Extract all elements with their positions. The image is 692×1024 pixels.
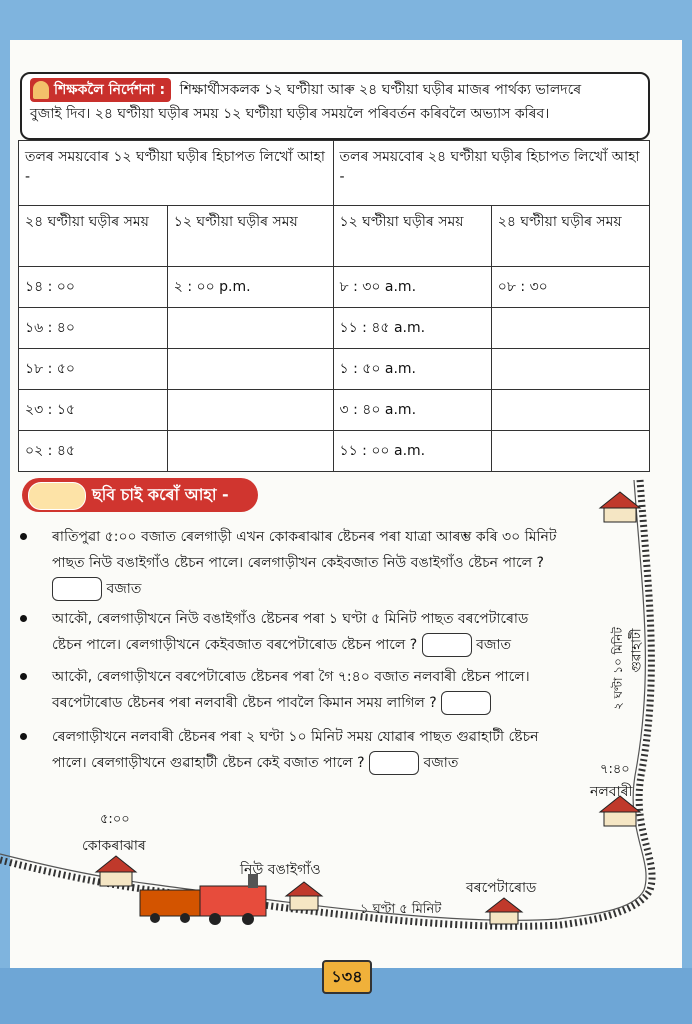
table-cell: ১৪ : ০০ bbox=[19, 267, 168, 308]
answer-cell[interactable] bbox=[491, 390, 649, 431]
table-row bbox=[19, 431, 650, 472]
table-cell: ১১ : ৪৫ a.m. bbox=[333, 308, 491, 349]
nalbari-time: ৭:৪০ bbox=[600, 762, 630, 777]
table-cell: ৮ : ৩০ a.m. bbox=[333, 267, 491, 308]
table-cell[interactable]: ০৮ : ৩০ bbox=[491, 267, 649, 308]
instruction-line-1: শিক্ষাৰ্থীসকলক ১২ ঘণ্টীয়া আৰু ২৪ ঘণ্টীয়া ঘড়ীৰ মাজৰ পাৰ্থক্য ভালদৰে bbox=[179, 82, 582, 98]
teacher-instruction-tag: শিক্ষকলৈ নিৰ্দেশনা : bbox=[30, 78, 171, 102]
station-kokrajhar-icon bbox=[96, 856, 136, 886]
teacher-instruction-box bbox=[20, 72, 650, 140]
table-cell: ০২ : ৪৫ bbox=[19, 431, 168, 472]
right-table-heading: তলৰ সময়বোৰ ২৪ ঘণ্টীয়া ঘড়ীৰ হিচাপত লিখোঁ আহা - bbox=[333, 141, 649, 206]
table-cell: ১ : ৫০ a.m. bbox=[333, 349, 491, 390]
column-header: ১২ ঘণ্টীয়া ঘড়ীৰ সময় bbox=[167, 206, 333, 267]
column-header: ২৪ ঘণ্টীয়া ঘড়ীৰ সময় bbox=[19, 206, 168, 267]
station-new-bongaigaon-icon bbox=[286, 882, 322, 910]
station-barpeta-road-icon bbox=[486, 898, 522, 924]
table-row bbox=[19, 308, 650, 349]
table-cell: ১৬ : ৪০ bbox=[19, 308, 168, 349]
answer-cell[interactable] bbox=[167, 349, 333, 390]
left-table-heading: তলৰ সময়বোৰ ১২ ঘণ্টীয়া ঘড়ীৰ হিচাপত লিখোঁ আহা - bbox=[19, 141, 334, 206]
answer-cell[interactable] bbox=[167, 390, 333, 431]
guwahati-label: গুৱাহাটী bbox=[629, 628, 645, 673]
duration-1-label: ১ ঘণ্টা ৫ মিনিট bbox=[360, 902, 442, 917]
table-row bbox=[19, 349, 650, 390]
column-header: ১২ ঘণ্টীয়া ঘড়ীৰ সময় bbox=[333, 206, 491, 267]
question-1: ৰাতিপুৱা ৫:০০ বজাত ৰেলগাড়ী এখন কোকৰাঝাৰ ষ্টেচনৰ পৰা যাত্ৰা আৰম্ভ কৰি ৩০ মিনিট পাছত নিউ বঙাইগাঁও ষ্টেচন পালে। ৰেলগাড়ীখন কেইবজাত নিউ বঙাইগাঁও ষ্টেচন পালে ? বজাত bbox=[20, 524, 620, 602]
time-conversion-table bbox=[18, 140, 650, 472]
new-bongaigaon-label: নিউ বঙাইগাঁও bbox=[240, 862, 321, 878]
question-3: আকৌ, ৰেলগাড়ীখনে বৰপেটাৰোড ষ্টেচনৰ পৰা গৈ ৭:৪০ বজাত নলবাৰী ষ্টেচন পালে। বৰপেটাৰোড ষ্টেচনৰ পৰা নলবাৰী ষ্টেচন পাবলৈ কিমান সময় লাগিল ? bbox=[20, 664, 620, 716]
answer-box[interactable] bbox=[52, 577, 102, 601]
station-guwahati-icon bbox=[600, 492, 640, 522]
table-row bbox=[19, 390, 650, 431]
barpeta-road-label: বৰপেটাৰোড bbox=[466, 880, 537, 896]
bullet-icon bbox=[20, 733, 27, 740]
table-cell: ১১ : ০০ a.m. bbox=[333, 431, 491, 472]
column-header: ২৪ ঘণ্টীয়া ঘড়ীৰ সময় bbox=[491, 206, 649, 267]
answer-cell[interactable] bbox=[491, 349, 649, 390]
table-cell: ৩ : ৪০ a.m. bbox=[333, 390, 491, 431]
bullet-icon bbox=[20, 615, 27, 622]
answer-box[interactable] bbox=[441, 691, 491, 715]
bullet-icon bbox=[20, 533, 27, 540]
answer-cell[interactable] bbox=[491, 431, 649, 472]
answer-box[interactable] bbox=[422, 633, 472, 657]
table-row bbox=[19, 267, 650, 308]
kokrajhar-time: ৫:০০ bbox=[100, 812, 130, 827]
teacher-icon bbox=[33, 81, 49, 99]
answer-cell[interactable] bbox=[167, 308, 333, 349]
answer-cell[interactable] bbox=[167, 431, 333, 472]
question-2: আকৌ, ৰেলগাড়ীখনে নিউ বঙাইগাঁও ষ্টেচনৰ পৰা ১ ঘণ্টা ৫ মিনিট পাছত বৰপেটাৰোড ষ্টেচন পালে। ৰেলগাড়ীখনে কেইবজাত বৰপেটাৰোড ষ্টেচন পালে ? বজাত bbox=[20, 606, 620, 658]
instruction-line-2: বুজাই দিব। ২৪ ঘণ্টীয়া ঘড়ীৰ সময় ১২ ঘণ্টীয়া ঘড়ীৰ সময়লৈ পৰিবৰ্তন কৰিবলৈ অভ্যাস কৰিব। bbox=[30, 106, 550, 122]
table-cell[interactable]: ২ : ০০ p.m. bbox=[167, 267, 333, 308]
table-cell: ১৮ : ৫০ bbox=[19, 349, 168, 390]
page-number: ১৩৪ bbox=[322, 960, 372, 994]
nalbari-label: নলবাৰী bbox=[590, 784, 633, 800]
kokrajhar-label: কোকৰাঝাৰ bbox=[82, 838, 146, 854]
question-4: ৰেলগাড়ীখনে নলবাৰী ষ্টেচনৰ পৰা ২ ঘণ্টা ১০ মিনিট সময় যোৱাৰ পাছত গুৱাহাটী ষ্টেচন পালে। ৰেলগাড়ীখনে গুৱাহাটী ষ্টেচন কেই বজাত পালে ? বজাত bbox=[20, 724, 620, 776]
section-title: ছবি চাই কৰোঁ আহা - bbox=[22, 478, 258, 512]
table-cell: ২৩ : ১৫ bbox=[19, 390, 168, 431]
bullet-icon bbox=[20, 673, 27, 680]
answer-box[interactable] bbox=[369, 751, 419, 775]
answer-cell[interactable] bbox=[491, 308, 649, 349]
duration-2-label: ২ ঘণ্টা ১০ মিনিট bbox=[611, 627, 625, 710]
